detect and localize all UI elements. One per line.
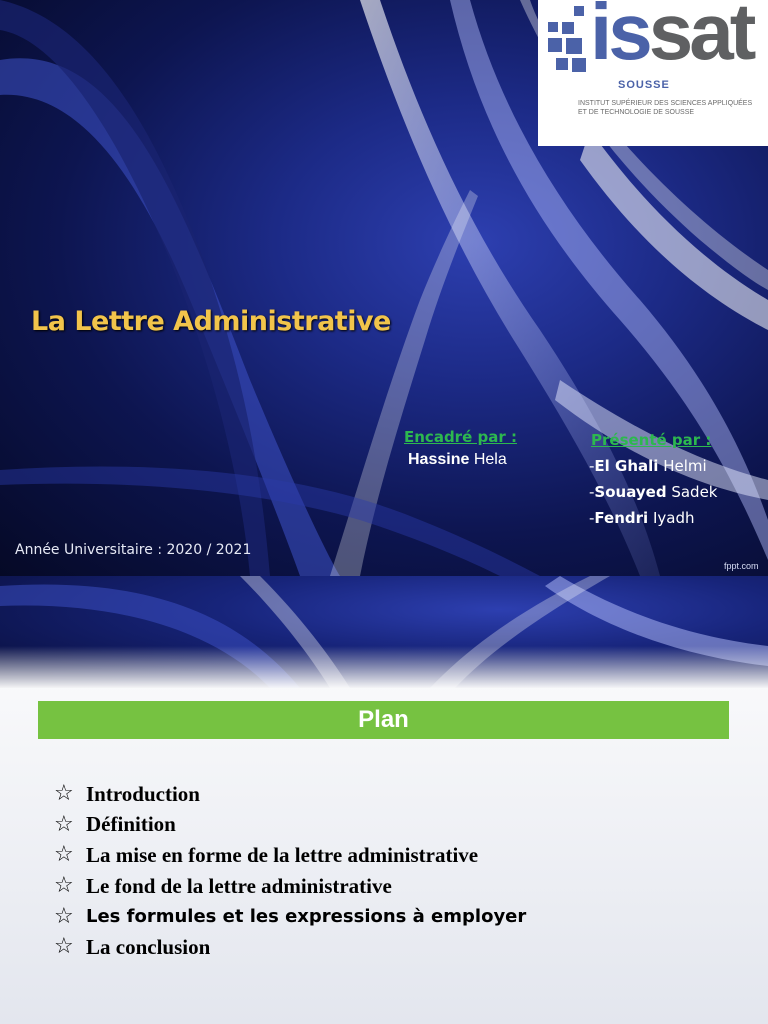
presente-heading: Présenté par :: [591, 431, 712, 449]
list-item: [54, 810, 526, 841]
list-item: [54, 901, 526, 932]
plan-item-text: La conclusion: [86, 934, 211, 959]
list-item: [54, 932, 526, 963]
list-item: [54, 840, 526, 871]
presenter-dash: -: [589, 483, 595, 501]
logo-square: [556, 58, 568, 70]
logo-square: [574, 6, 584, 16]
logo-subtitle-line1: INSTITUT SUPÉRIEUR DES SCIENCES APPLIQUÉES: [578, 100, 753, 107]
presenter-2: [589, 483, 717, 501]
supervisor-firstname: Hela: [469, 451, 507, 468]
logo-square: [548, 22, 558, 32]
banner-fade: [0, 646, 768, 688]
presenter-firstname: Sadek: [666, 483, 718, 501]
logo-square: [548, 38, 562, 52]
plan-heading: Plan: [358, 706, 409, 733]
top-banner: [0, 576, 768, 688]
plan-slide: [0, 576, 768, 1024]
star-outline-icon: ☆: [54, 811, 74, 837]
plan-item-text: La mise en forme de la lettre administrative: [86, 842, 479, 867]
presenter-surname: El Ghali: [594, 457, 659, 475]
presenter-firstname: Iyadh: [648, 509, 695, 527]
presenter-surname: Fendri: [594, 509, 649, 527]
list-item: [54, 779, 526, 810]
presenter-surname: Souayed: [594, 483, 667, 501]
logo-city: SOUSSE: [618, 79, 670, 91]
supervisor-name: [408, 451, 507, 469]
presenter-dash: -: [589, 509, 595, 527]
presenter-firstname: Helmi: [658, 457, 707, 475]
slide-title: La Lettre Administrative: [31, 306, 391, 337]
plan-item-text: Introduction: [86, 781, 200, 806]
plan-list: [54, 779, 526, 963]
encadre-heading: Encadré par :: [404, 428, 517, 446]
logo-wordmark: issat: [590, 0, 753, 76]
list-item: [54, 871, 526, 902]
logo-subtitle-line2: ET DE TECHNOLOGIE DE SOUSSE: [578, 109, 695, 116]
supervisor-surname: Hassine: [408, 451, 470, 468]
presenter-dash: -: [589, 457, 595, 475]
star-outline-icon: ☆: [54, 873, 74, 899]
academic-year: Année Universitaire : 2020 / 2021: [15, 542, 252, 558]
star-outline-icon: ☆: [54, 842, 74, 868]
plan-heading-bar: [38, 701, 729, 739]
logo-square: [572, 58, 586, 72]
star-outline-icon: ☆: [54, 781, 74, 807]
plan-item-text: Le fond de la lettre administrative: [86, 873, 392, 898]
logo-subtitle: [578, 99, 768, 117]
logo-square: [566, 38, 582, 54]
plan-item-text: Définition: [86, 812, 176, 837]
star-outline-icon: ☆: [54, 903, 74, 929]
presenter-3: [589, 509, 695, 527]
plan-item-text: Les formules et les expressions à employer: [86, 906, 527, 928]
star-outline-icon: ☆: [54, 934, 74, 960]
watermark: fppt.com: [724, 561, 759, 571]
presenter-1: [589, 457, 707, 475]
logo-square: [562, 22, 574, 34]
